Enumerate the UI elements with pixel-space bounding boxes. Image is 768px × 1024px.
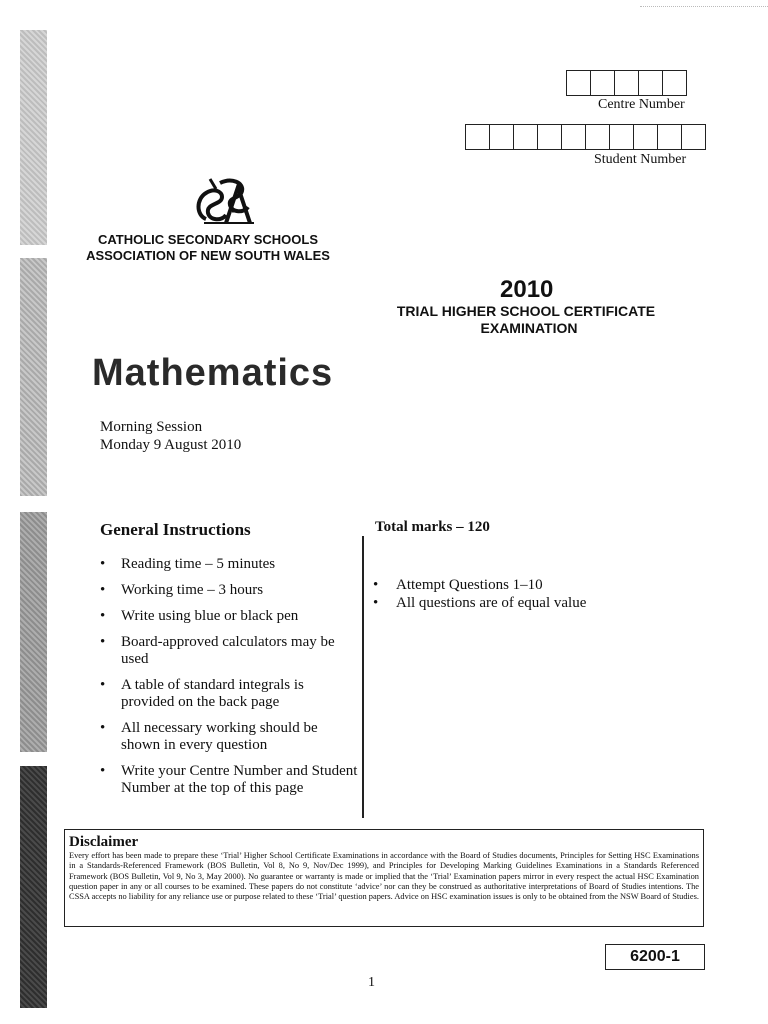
student-digit-box[interactable] — [634, 125, 658, 149]
exam-title-line-1: TRIAL HIGHER SCHOOL CERTIFICATE — [396, 303, 656, 319]
disclaimer-title: Disclaimer — [69, 834, 139, 850]
scan-edge-shade-4 — [20, 766, 47, 1008]
scan-edge-shade-1 — [20, 30, 47, 245]
student-digit-box[interactable] — [562, 125, 586, 149]
student-digit-box[interactable] — [538, 125, 562, 149]
instruction-item: • Board-approved calculators may be used — [100, 634, 360, 668]
centre-digit-box[interactable] — [615, 71, 639, 95]
session-name: Morning Session — [100, 419, 203, 435]
marks-item: • Attempt Questions 1–10 — [373, 576, 713, 594]
instruction-item: • Write your Centre Number and Student Number at the top of this page — [100, 763, 360, 797]
scan-edge-shade-2 — [20, 258, 47, 496]
paper-code: 6200-1 — [605, 944, 705, 970]
instruction-item: • Reading time – 5 minutes — [100, 556, 360, 573]
instruction-item: • Write using blue or black pen — [100, 608, 360, 625]
centre-number-label: Centre Number — [598, 97, 685, 112]
centre-digit-box[interactable] — [591, 71, 615, 95]
centre-digit-box[interactable] — [639, 71, 663, 95]
session-date: Monday 9 August 2010 — [100, 437, 242, 453]
student-number-boxes[interactable] — [465, 124, 706, 150]
session-info — [100, 418, 241, 454]
instruction-item: • Working time – 3 hours — [100, 582, 360, 599]
instruction-item: • A table of standard integrals is provided on the back page — [100, 677, 360, 711]
page-number: 1 — [368, 975, 375, 990]
student-digit-box[interactable] — [490, 125, 514, 149]
student-digit-box[interactable] — [466, 125, 490, 149]
student-digit-box[interactable] — [586, 125, 610, 149]
column-divider — [362, 536, 364, 818]
total-marks-heading: Total marks – 120 — [375, 519, 490, 535]
student-digit-box[interactable] — [658, 125, 682, 149]
general-instructions-heading: General Instructions — [100, 520, 251, 539]
student-digit-box[interactable] — [610, 125, 634, 149]
student-digit-box[interactable] — [514, 125, 538, 149]
general-instructions-list — [100, 556, 360, 806]
centre-digit-box[interactable] — [567, 71, 591, 95]
centre-number-boxes[interactable] — [566, 70, 687, 96]
exam-year: 2010 — [500, 276, 554, 303]
disclaimer-box — [64, 829, 704, 927]
exam-title-line-2: EXAMINATION — [480, 320, 578, 336]
marks-item: • All questions are of equal value — [373, 594, 713, 612]
org-line-1: CATHOLIC SECONDARY SCHOOLS — [97, 232, 319, 247]
org-line-2: ASSOCIATION OF NEW SOUTH WALES — [86, 248, 330, 263]
total-marks-list — [373, 576, 713, 612]
cssa-logo-icon — [192, 175, 258, 227]
scan-top-line — [640, 6, 768, 7]
organisation-name — [70, 232, 346, 264]
disclaimer-text: Every effort has been made to prepare these ‘Trial’ Higher School Certificate Examinations in accordance with the Board of Studies documents, Principles for Setting HSC Examinations in a Standards-Referenced Framework (BOS Bulletin, Vol 8, No 9, Nov/Dec 1999), and Principles for Developing Marking Guidelines Examinations in a Standards Referenced Framework (BOS Bulletin, Vol 9, No 3, May 2000). No guarantee or warranty is made or implied that the ‘Trial’ Examination papers mirror in every respect the actual HSC Examination question paper in any or all courses to be examined. These papers do not constitute ‘advice’ nor can they be construed as authoritative interpretations of Board of Studies intentions. The CSSA accepts no liability for any reliance use or purpose related to these ‘Trial’ question papers. Advice on HSC examination issues is only to be obtained from the NSW Board of Studies. — [69, 851, 699, 902]
student-number-label: Student Number — [594, 152, 687, 167]
centre-digit-box[interactable] — [663, 71, 686, 95]
scan-edge-shade-3 — [20, 512, 47, 752]
student-digit-box[interactable] — [682, 125, 705, 149]
instruction-item: • All necessary working should be shown in every question — [100, 720, 360, 754]
subject-title: Mathematics — [92, 352, 334, 394]
